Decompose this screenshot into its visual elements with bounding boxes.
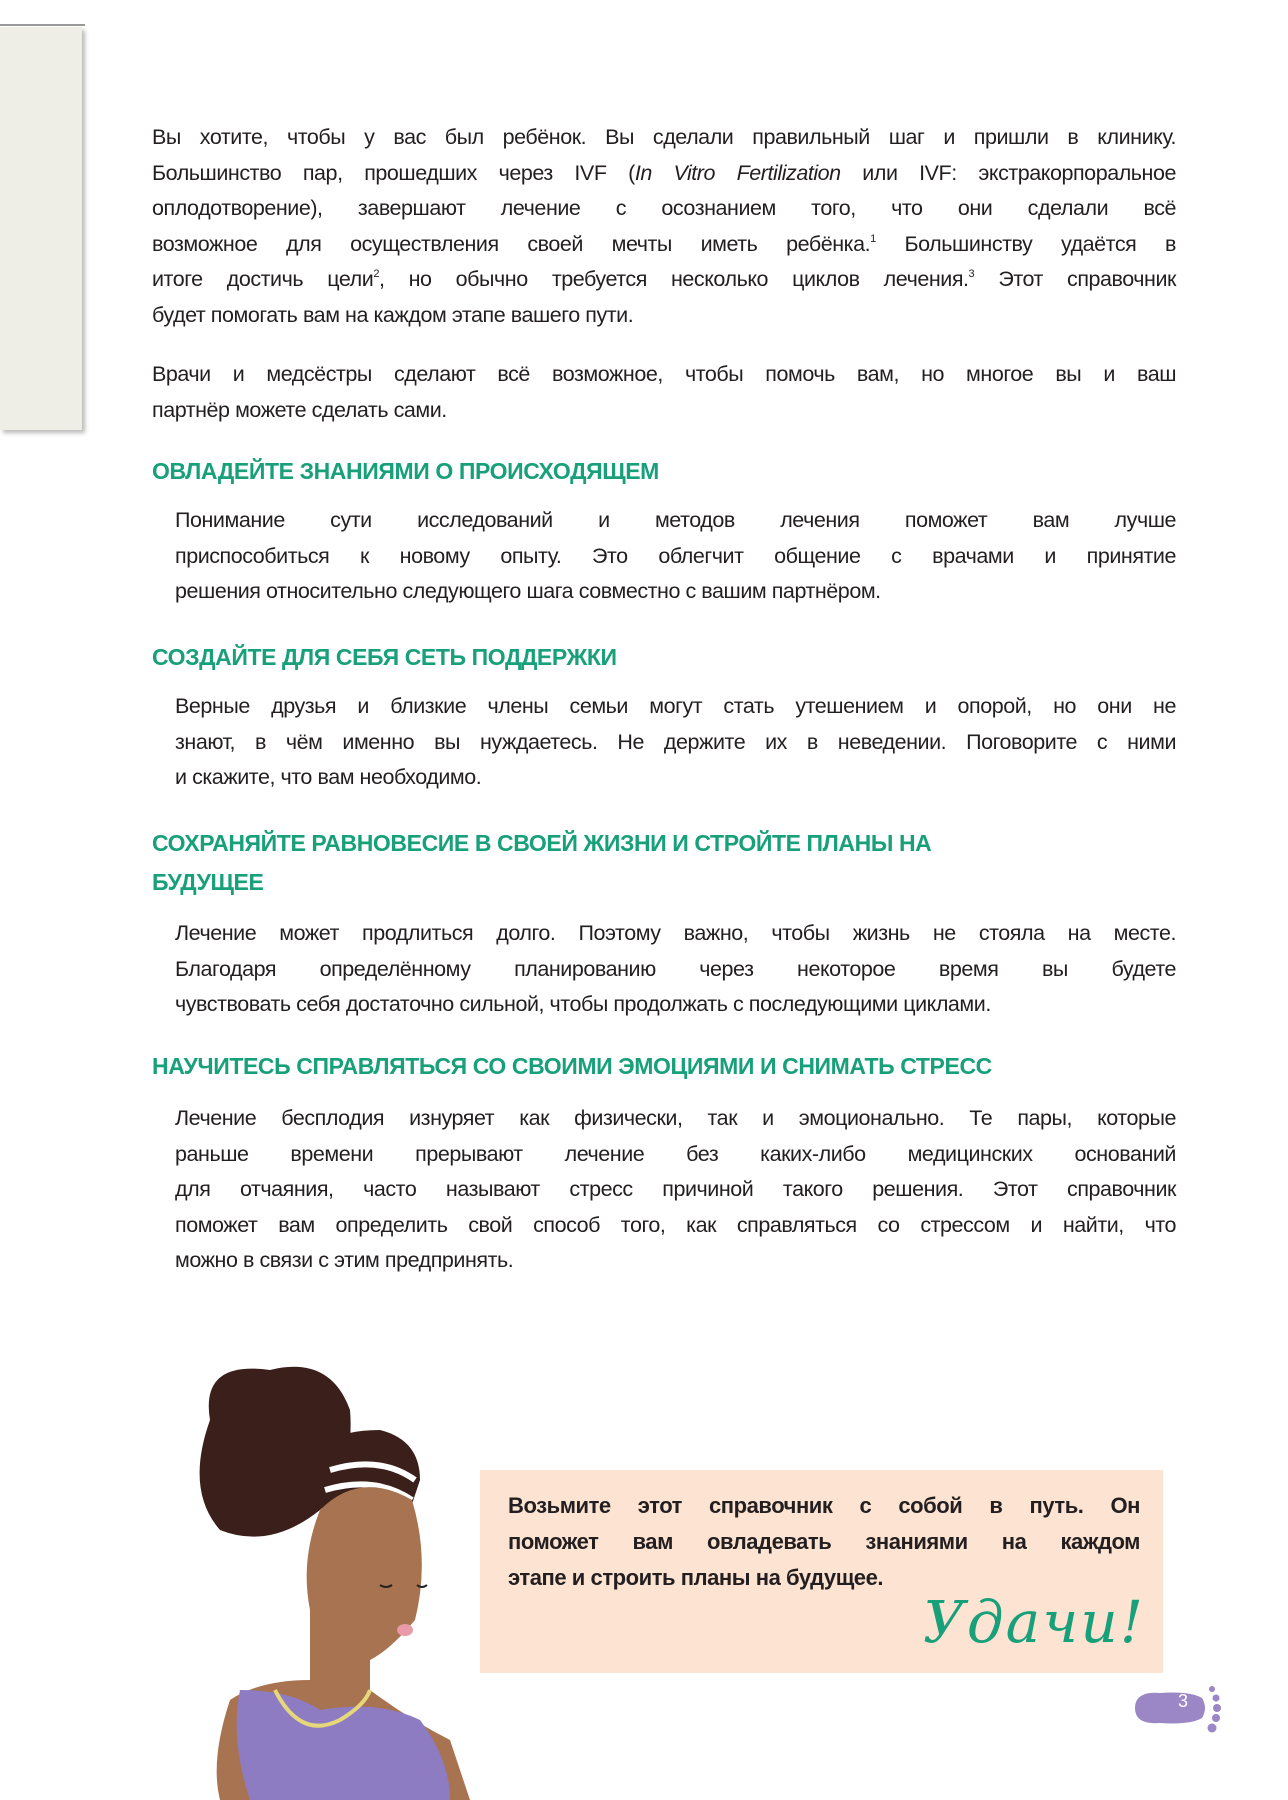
text-segment: оплодотворение), завершают лечение с осознанием того, что они сделали всё: [152, 196, 1176, 220]
text-line: [175, 1137, 1176, 1173]
text-line: [508, 1488, 1140, 1524]
text-line: [175, 916, 1176, 952]
text-segment: этапе и строить планы на будущее.: [508, 1565, 884, 1590]
footnote-ref: 1: [870, 232, 876, 245]
text-segment: для отчаяния, часто называют стресс причиной такого решения. Этот справочник: [175, 1177, 1176, 1201]
girl-illustration: [180, 1360, 600, 1800]
text-segment: Вы хотите, чтобы у вас был ребёнок. Вы сделали правильный шаг и пришли в клинику.: [152, 125, 1176, 149]
text-segment: или IVF: экстракорпоральное: [840, 160, 1176, 185]
text-line: [175, 760, 1176, 796]
text-segment: знают, в чём именно вы нуждаетесь. Не держите их в неведении. Поговорите с ними: [175, 729, 1176, 754]
text-line: [152, 393, 1176, 429]
section-heading: СОЗДАЙТЕ ДЛЯ СЕБЯ СЕТЬ ПОДДЕРЖКИ: [152, 644, 617, 670]
text-segment: поможет вам овладевать знаниями на каждом: [508, 1529, 1140, 1554]
text-line: [175, 574, 1176, 610]
text-segment: Верные друзья и близкие члены семьи могут стать утешением и опорой, но они не: [175, 694, 1176, 718]
text-segment: Благодаря определённому планированию через некоторое время вы будете: [175, 956, 1176, 981]
callout-text: [508, 1488, 1140, 1596]
section-body: [175, 1101, 1176, 1279]
section-heading: СОХРАНЯЙТЕ РАВНОВЕСИЕ В СВОЕЙ ЖИЗНИ И СТРОЙТЕ ПЛАНЫ НА: [152, 830, 932, 856]
text-line: [175, 987, 1176, 1023]
text-line: [175, 1101, 1176, 1137]
section-body: [175, 503, 1176, 610]
text-segment: чувствовать себя достаточно сильной, чтобы продолжать с последующими циклами.: [175, 992, 991, 1016]
text-segment: решения относительно следующего шага совместно с вашим партнёром.: [175, 579, 881, 603]
section-body: [175, 689, 1176, 796]
intro-paragraph-2: [152, 357, 1176, 428]
text-segment: Лечение бесплодия изнуряет как физически, так и эмоционально. Те пары, которые: [175, 1106, 1176, 1130]
text-segment: Этот справочник: [974, 267, 1176, 291]
text-segment: , но обычно требуется несколько циклов лечения.: [378, 267, 969, 291]
section-heading: НАУЧИТЕСЬ СПРАВЛЯТЬСЯ СО СВОИМИ ЭМОЦИЯМИ И СНИМАТЬ СТРЕСС: [152, 1053, 992, 1079]
text-segment: Возьмите этот справочник с собой в путь. Он: [508, 1493, 1140, 1518]
text-line: [152, 227, 1176, 263]
text-line: [152, 262, 1176, 298]
top-rule: [0, 24, 85, 26]
text-segment: приспособиться к новому опыту. Это облегчит общение с врачами и принятие: [175, 543, 1176, 568]
text-line: [152, 298, 1176, 334]
footnote-ref: 2: [373, 268, 379, 280]
text-segment: Большинство пар, прошедших через IVF (: [152, 160, 635, 185]
text-line: [175, 1208, 1176, 1244]
text-line: [508, 1524, 1140, 1560]
intro-paragraph-1: [152, 120, 1176, 333]
text-line: [175, 952, 1176, 988]
text-line: [152, 191, 1176, 227]
section-heading: ОВЛАДЕЙТЕ ЗНАНИЯМИ О ПРОИСХОДЯЩЕМ: [152, 458, 659, 484]
text-segment: можно в связи с этим предпринять.: [175, 1248, 514, 1272]
side-panel: [0, 27, 82, 430]
text-segment: Большинству удаётся в: [875, 231, 1176, 256]
text-line: [175, 725, 1176, 761]
text-line: [175, 539, 1176, 575]
page-number: 3: [1178, 1691, 1189, 1711]
text-segment: итоге достичь цели: [152, 267, 374, 291]
text-line: [152, 357, 1176, 393]
text-segment: Лечение может продлиться долго. Поэтому важно, чтобы жизнь не стояла на месте.: [175, 921, 1176, 945]
text-line: [152, 120, 1176, 156]
text-segment: будет помогать вам на каждом этапе вашего пути.: [152, 302, 634, 327]
page-number-badge: [1130, 1683, 1230, 1733]
text-segment: партнёр можете сделать сами.: [152, 397, 447, 422]
text-segment: возможное для осуществления своей мечты иметь ребёнка.: [152, 231, 871, 256]
footnote-ref: 3: [968, 268, 975, 280]
section-heading-cont: БУДУЩЕЕ: [152, 869, 264, 895]
section-body: [175, 916, 1176, 1023]
text-segment: Понимание сути исследований и методов лечения поможет вам лучше: [175, 508, 1176, 532]
good-luck-text: Удачи!: [923, 1588, 1145, 1656]
text-line: [175, 1243, 1176, 1279]
text-segment: поможет вам определить свой способ того, как справляться со стрессом и найти, что: [175, 1212, 1176, 1237]
text-segment: и скажите, что вам необходимо.: [175, 765, 482, 789]
text-line: [175, 689, 1176, 725]
text-segment: Врачи и медсёстры сделают всё возможное, чтобы помочь вам, но многое вы и ваш: [152, 362, 1176, 386]
text-segment: раньше времени прерывают лечение без каких-либо медицинских оснований: [175, 1141, 1176, 1166]
text-line: [175, 503, 1176, 539]
text-line: [175, 1172, 1176, 1208]
text-line: [152, 156, 1176, 192]
text-segment: In Vitro Fertilization: [634, 160, 841, 185]
